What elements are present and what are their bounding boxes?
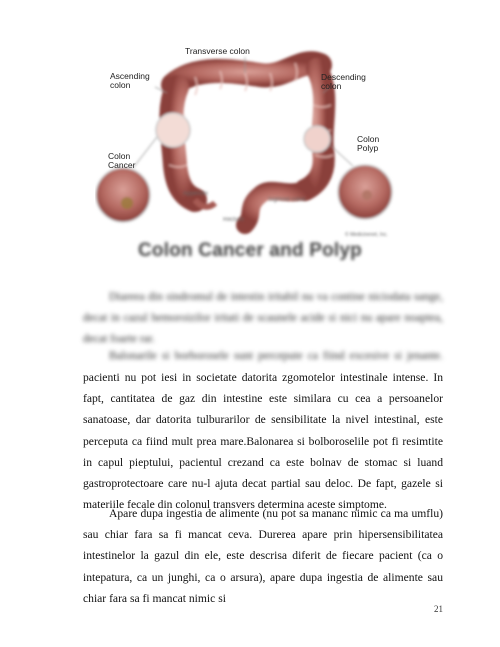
colon-illustration (95, 35, 405, 270)
label-descending-colon: Descending colon (321, 72, 366, 91)
paragraph-bloating: pacienti nu pot iesi in societate datorita zgomotelor intestinale intense. In fapt, cantitatea de gaz din intestine este similara cu cea a persoanelor sanatoase, dar datorita tulburarilor de sensibilitate la nivel intestinal, este perceputa ca fiind mult prea mare.Balonarea si bolboroselile pot fi resimtite in capul pieptului, pacientul crezand ca este bolnav de stomac si luand gastroprotectoare care nu-l ajuta decat partial sau deloc. De fapt, gazele si materiile fecale din colonul transvers determina aceste simptome. (83, 371, 443, 512)
paragraph-blurred-2-start: Balonarile si borborosele sunt percepute ca fiind excesive si jenante. (109, 350, 443, 362)
paragraph-blurred-1: Diareea din sindromul de intestin iritabil nu va contine niciodata sange, decat in cazul hemoroizilor iritati de scaunele acide si nici nu apare noaptea, decat foarte rar. (83, 291, 443, 345)
figure-credit: © Medicinenet, Inc. (345, 232, 388, 238)
label-sigmoid-colon: Sigmoid colon (268, 197, 306, 203)
label-colon-polyp: Colon Polyp (357, 134, 380, 153)
label-ascending-colon: Ascending colon (110, 71, 150, 90)
label-colon-cancer: Colon Cancer (108, 151, 136, 170)
label-appendix: Appendix (183, 191, 209, 197)
label-transverse-colon: Transverse colon (185, 46, 250, 56)
paragraph-pain: Apare dupa ingestia de alimente (nu pot sa mananc nimic ca ma umflu) sau chiar fara sa fi mancat ceva. Durerea apare prin hipersensibilitatea intestinelor la gazul din ele, este descrisa diferit de fiecare pacient (ca o intepatura, ca un junghi, ca o arsura), apare dupa ingestia de alimente sau chiar fara sa fi mancat nimic si (83, 507, 443, 605)
page-number: 21 (434, 604, 443, 614)
figure-title: Colon Cancer and Polyp (138, 240, 362, 261)
label-rectum: Rectum (223, 217, 244, 223)
